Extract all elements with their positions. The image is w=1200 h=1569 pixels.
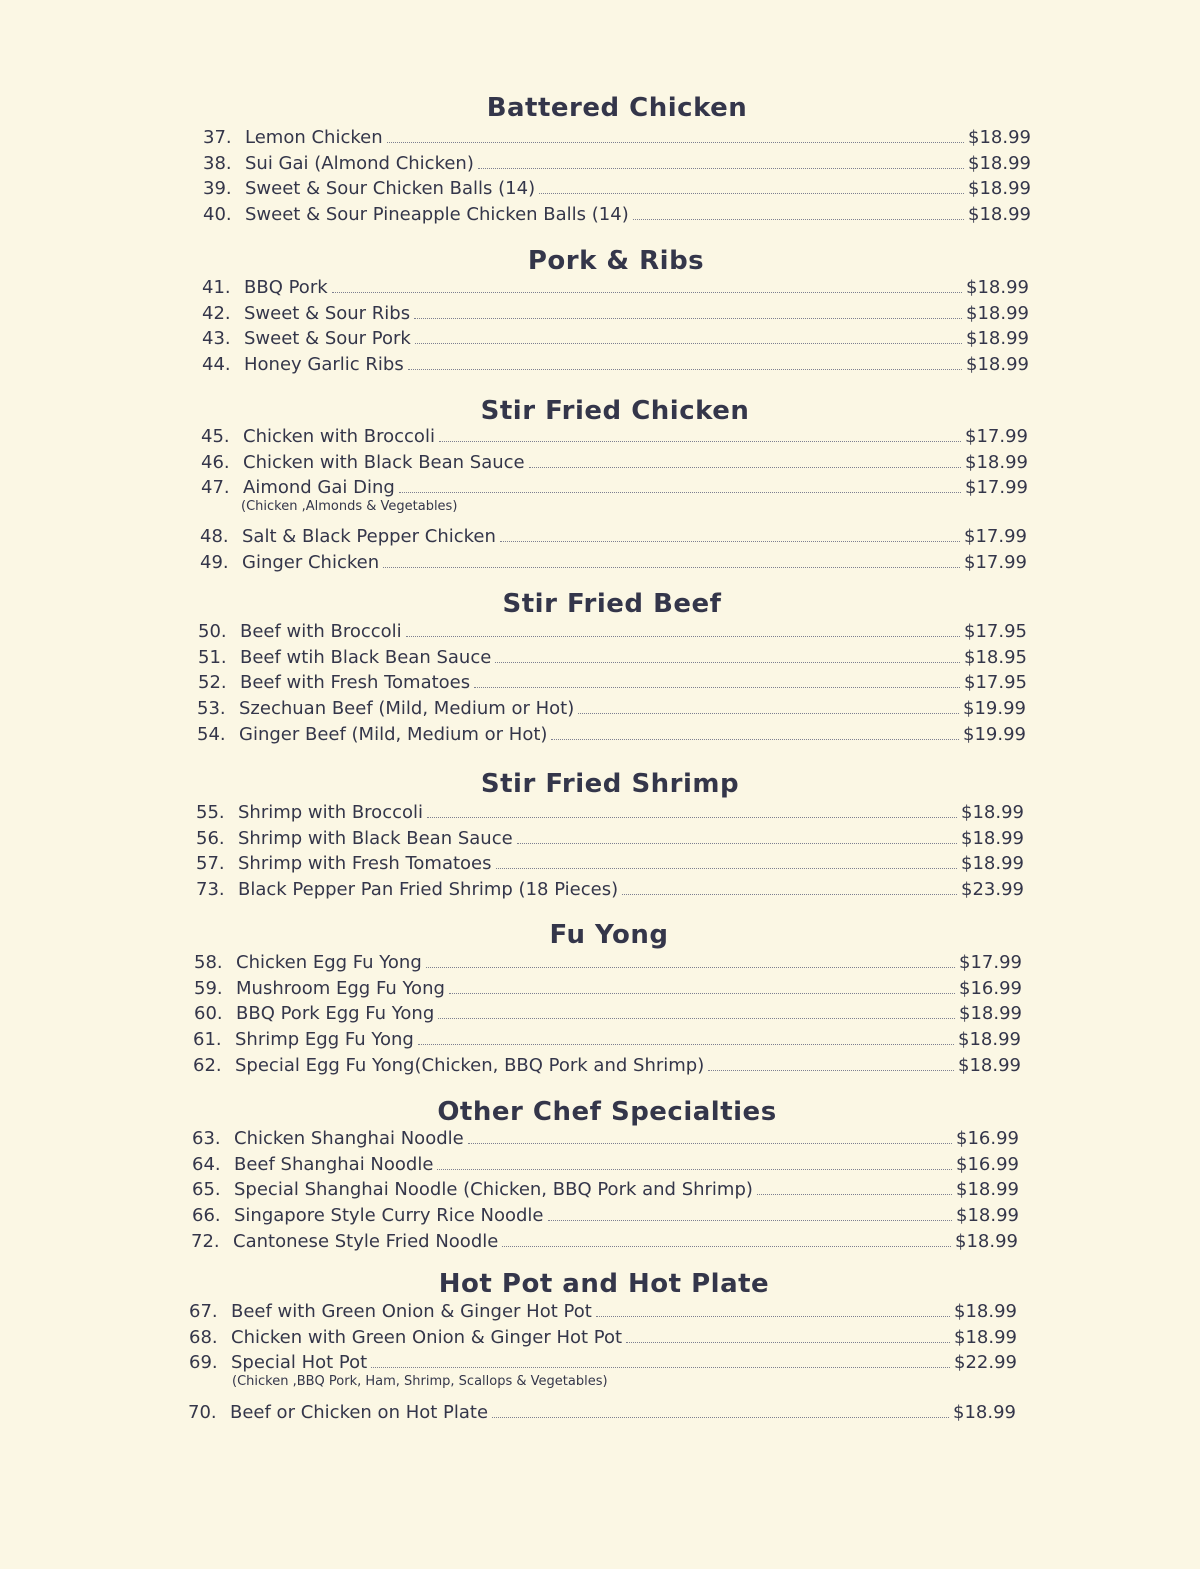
item-name: Special Egg Fu Yong(Chicken, BBQ Pork and Shrimp) <box>235 1054 705 1076</box>
item-name: Mushroom Egg Fu Yong <box>236 977 445 999</box>
item-name: BBQ Pork Egg Fu Yong <box>236 1003 435 1025</box>
menu-item <box>0 1053 1200 1079</box>
item-price: $17.99 <box>965 477 1028 499</box>
item-number: 69. <box>189 1352 218 1374</box>
item-list <box>0 275 1200 378</box>
item-name: Chicken with Black Bean Sauce <box>243 451 525 473</box>
dotted-leader <box>517 843 957 844</box>
item-name: Chicken Shanghai Noodle <box>234 1128 464 1149</box>
item-name: Beef with Broccoli <box>240 621 402 642</box>
item-list <box>0 424 1200 576</box>
dotted-leader <box>415 343 962 344</box>
item-price: $18.99 <box>954 1301 1017 1322</box>
item-number: 43. <box>202 328 231 350</box>
item-number: 67. <box>189 1301 218 1322</box>
dotted-leader <box>622 894 957 895</box>
dotted-leader <box>449 993 955 994</box>
section-title: Other Chef Specialties <box>437 1097 777 1127</box>
menu-item <box>0 475 1200 524</box>
item-price: $18.99 <box>968 127 1031 148</box>
item-price: $18.99 <box>968 178 1031 200</box>
item-name: Sui Gai (Almond Chicken) <box>245 152 474 174</box>
item-name: Ginger Chicken <box>242 552 380 574</box>
menu-item <box>0 950 1200 976</box>
item-number: 60. <box>194 1003 223 1025</box>
dotted-leader <box>439 441 961 442</box>
item-price: $22.99 <box>954 1352 1017 1374</box>
item-number: 70. <box>188 1402 217 1424</box>
menu-item <box>0 696 1200 722</box>
menu-item <box>0 1325 1200 1351</box>
section-title: Battered Chicken <box>486 93 748 123</box>
dotted-leader <box>496 868 958 869</box>
item-note: (Chicken ,BBQ Pork, Ham, Shrimp, Scallops & Vegetables) <box>232 1374 608 1390</box>
item-number: 48. <box>200 526 229 548</box>
item-price: $16.99 <box>956 1128 1019 1149</box>
item-name: Shrimp with Black Bean Sauce <box>238 827 513 849</box>
item-name: Black Pepper Pan Fried Shrimp (18 Pieces) <box>238 879 619 901</box>
dotted-leader <box>502 1246 951 1247</box>
menu-item <box>0 1177 1200 1203</box>
dotted-leader <box>478 168 964 169</box>
item-price: $18.99 <box>955 1230 1018 1252</box>
item-name: Ginger Beef (Mild, Medium or Hot) <box>239 723 548 745</box>
item-price: $19.99 <box>963 723 1026 745</box>
dotted-leader <box>596 1316 950 1317</box>
item-number: 50. <box>198 621 227 642</box>
dotted-leader <box>551 739 959 740</box>
item-price: $18.99 <box>968 204 1031 226</box>
menu-item <box>0 1027 1200 1053</box>
menu-item <box>0 125 1200 151</box>
item-list <box>0 1299 1200 1426</box>
item-price: $17.99 <box>964 552 1027 574</box>
menu-item <box>0 275 1200 301</box>
item-list <box>0 800 1200 903</box>
dotted-leader <box>387 142 964 143</box>
item-price: $18.99 <box>956 1205 1019 1227</box>
item-price: $18.99 <box>953 1402 1016 1424</box>
item-price: $18.99 <box>966 302 1029 324</box>
item-price: $18.99 <box>961 853 1024 875</box>
item-price: $18.99 <box>954 1326 1017 1348</box>
menu-item <box>0 645 1200 671</box>
menu-item <box>0 176 1200 202</box>
item-name: Beef or Chicken on Hot Plate <box>230 1402 489 1424</box>
section-title: Fu Yong <box>549 920 669 950</box>
dotted-leader <box>468 1143 952 1144</box>
item-name: Shrimp with Broccoli <box>238 802 424 823</box>
dotted-leader <box>371 1367 950 1368</box>
item-number: 42. <box>202 302 231 324</box>
dotted-leader <box>426 967 955 968</box>
menu-item <box>0 326 1200 352</box>
item-name: Shrimp Egg Fu Yong <box>235 1029 414 1051</box>
item-number: 61. <box>193 1029 222 1051</box>
item-number: 45. <box>201 426 230 447</box>
item-number: 63. <box>192 1128 221 1149</box>
item-note: (Chicken ,Almonds & Vegetables) <box>241 499 458 515</box>
dotted-leader <box>626 1342 950 1343</box>
dotted-leader <box>495 662 960 663</box>
item-number: 54. <box>197 723 226 745</box>
item-price: $23.99 <box>961 879 1024 901</box>
section-title: Stir Fried Beef <box>502 589 722 619</box>
item-number: 58. <box>194 952 223 973</box>
menu-item <box>0 877 1200 903</box>
dotted-leader <box>529 467 961 468</box>
item-number: 72. <box>191 1230 220 1252</box>
item-number: 37. <box>203 127 232 148</box>
menu-item <box>0 524 1200 550</box>
menu-item <box>0 976 1200 1002</box>
menu-item <box>0 151 1200 177</box>
item-number: 53. <box>197 698 226 720</box>
item-price: $16.99 <box>956 1153 1019 1175</box>
item-number: 68. <box>189 1326 218 1348</box>
item-price: $18.99 <box>966 354 1029 376</box>
item-price: $17.99 <box>965 426 1028 447</box>
item-name: Singapore Style Curry Rice Noodle <box>234 1205 544 1227</box>
menu-item <box>0 800 1200 826</box>
item-number: 62. <box>193 1054 222 1076</box>
dotted-leader <box>438 1018 955 1019</box>
item-price: $18.99 <box>961 827 1024 849</box>
menu-item <box>0 1350 1200 1400</box>
menu-item <box>0 424 1200 450</box>
item-number: 38. <box>203 152 232 174</box>
item-name: Beef with Green Onion & Ginger Hot Pot <box>231 1301 592 1322</box>
item-name: Special Shanghai Noodle (Chicken, BBQ Pork and Shrimp) <box>234 1179 753 1201</box>
dotted-leader <box>548 1220 953 1221</box>
item-price: $17.95 <box>964 672 1027 694</box>
item-price: $16.99 <box>959 977 1022 999</box>
dotted-leader <box>418 1044 954 1045</box>
dotted-leader <box>383 567 960 568</box>
menu-item <box>0 670 1200 696</box>
item-price: $18.99 <box>966 277 1029 298</box>
item-name: Aimond Gai Ding <box>243 477 395 499</box>
item-list <box>0 950 1200 1078</box>
item-price: $18.99 <box>959 1003 1022 1025</box>
item-price: $19.99 <box>963 698 1026 720</box>
menu-item <box>0 1126 1200 1152</box>
item-number: 44. <box>202 354 231 376</box>
dotted-leader <box>399 492 961 493</box>
menu-item <box>0 1001 1200 1027</box>
dotted-leader <box>414 318 962 319</box>
item-name: Beef Shanghai Noodle <box>234 1153 434 1175</box>
item-number: 64. <box>192 1153 221 1175</box>
dotted-leader <box>332 292 962 293</box>
section-title: Hot Pot and Hot Plate <box>438 1269 770 1299</box>
menu-item <box>0 202 1200 228</box>
item-number: 39. <box>203 178 232 200</box>
item-number: 66. <box>192 1205 221 1227</box>
item-name: Sweet & Sour Chicken Balls (14) <box>245 178 536 200</box>
item-list <box>0 619 1200 747</box>
menu-item <box>0 1229 1200 1255</box>
item-name: Chicken Egg Fu Yong <box>236 952 422 973</box>
section-title: Stir Fried Chicken <box>480 396 750 426</box>
item-number: 73. <box>196 879 225 901</box>
dotted-leader <box>708 1070 954 1071</box>
item-name: Special Hot Pot <box>231 1352 368 1374</box>
menu-item <box>0 619 1200 645</box>
item-list <box>0 125 1200 228</box>
dotted-leader <box>474 687 960 688</box>
menu-item <box>0 851 1200 877</box>
item-price: $18.99 <box>958 1054 1021 1076</box>
item-name: BBQ Pork <box>244 277 328 298</box>
item-number: 65. <box>192 1179 221 1201</box>
menu-item <box>0 301 1200 327</box>
item-name: Beef with Fresh Tomatoes <box>240 672 471 694</box>
item-price: $18.99 <box>968 152 1031 174</box>
menu-item <box>0 450 1200 476</box>
menu-item <box>0 550 1200 576</box>
dotted-leader <box>406 636 960 637</box>
dotted-leader <box>492 1417 949 1418</box>
dotted-leader <box>539 193 964 194</box>
item-name: Chicken with Green Onion & Ginger Hot Pot <box>231 1326 623 1348</box>
menu-item <box>0 352 1200 378</box>
item-name: Szechuan Beef (Mild, Medium or Hot) <box>239 698 575 720</box>
item-name: Sweet & Sour Ribs <box>244 302 411 324</box>
menu-item <box>0 1299 1200 1325</box>
dotted-leader <box>427 817 957 818</box>
dotted-leader <box>633 219 964 220</box>
dotted-leader <box>500 541 960 542</box>
item-name: Salt & Black Pepper Chicken <box>242 526 496 548</box>
dotted-leader <box>757 1194 952 1195</box>
item-price: $18.99 <box>966 328 1029 350</box>
item-number: 56. <box>196 827 225 849</box>
item-price: $18.99 <box>965 451 1028 473</box>
menu-item <box>0 1203 1200 1229</box>
dotted-leader <box>437 1169 952 1170</box>
item-number: 40. <box>203 204 232 226</box>
item-number: 47. <box>201 477 230 499</box>
item-price: $18.95 <box>964 646 1027 668</box>
dotted-leader <box>408 369 962 370</box>
item-name: Beef wtih Black Bean Sauce <box>240 646 492 668</box>
item-name: Lemon Chicken <box>245 127 383 148</box>
item-number: 41. <box>202 277 231 298</box>
menu-item <box>0 1400 1200 1426</box>
item-number: 51. <box>198 646 227 668</box>
menu-item <box>0 722 1200 748</box>
item-price: $18.99 <box>958 1029 1021 1051</box>
item-price: $17.99 <box>964 526 1027 548</box>
item-name: Cantonese Style Fried Noodle <box>233 1230 499 1252</box>
item-number: 46. <box>201 451 230 473</box>
item-number: 55. <box>196 802 225 823</box>
item-price: $17.95 <box>964 621 1027 642</box>
item-name: Sweet & Sour Pork <box>244 328 411 350</box>
item-number: 57. <box>196 853 225 875</box>
menu-item <box>0 826 1200 852</box>
section-title: Pork & Ribs <box>527 246 705 276</box>
item-name: Shrimp with Fresh Tomatoes <box>238 853 492 875</box>
item-name: Honey Garlic Ribs <box>244 354 404 376</box>
item-list <box>0 1126 1200 1254</box>
item-price: $17.99 <box>959 952 1022 973</box>
dotted-leader <box>578 713 959 714</box>
menu-item <box>0 1152 1200 1178</box>
item-number: 59. <box>194 977 223 999</box>
item-price: $18.99 <box>961 802 1024 823</box>
section-title: Stir Fried Shrimp <box>480 769 740 799</box>
item-number: 52. <box>198 672 227 694</box>
item-name: Chicken with Broccoli <box>243 426 435 447</box>
item-number: 49. <box>200 552 229 574</box>
item-price: $18.99 <box>956 1179 1019 1201</box>
item-name: Sweet & Sour Pineapple Chicken Balls (14) <box>245 204 629 226</box>
